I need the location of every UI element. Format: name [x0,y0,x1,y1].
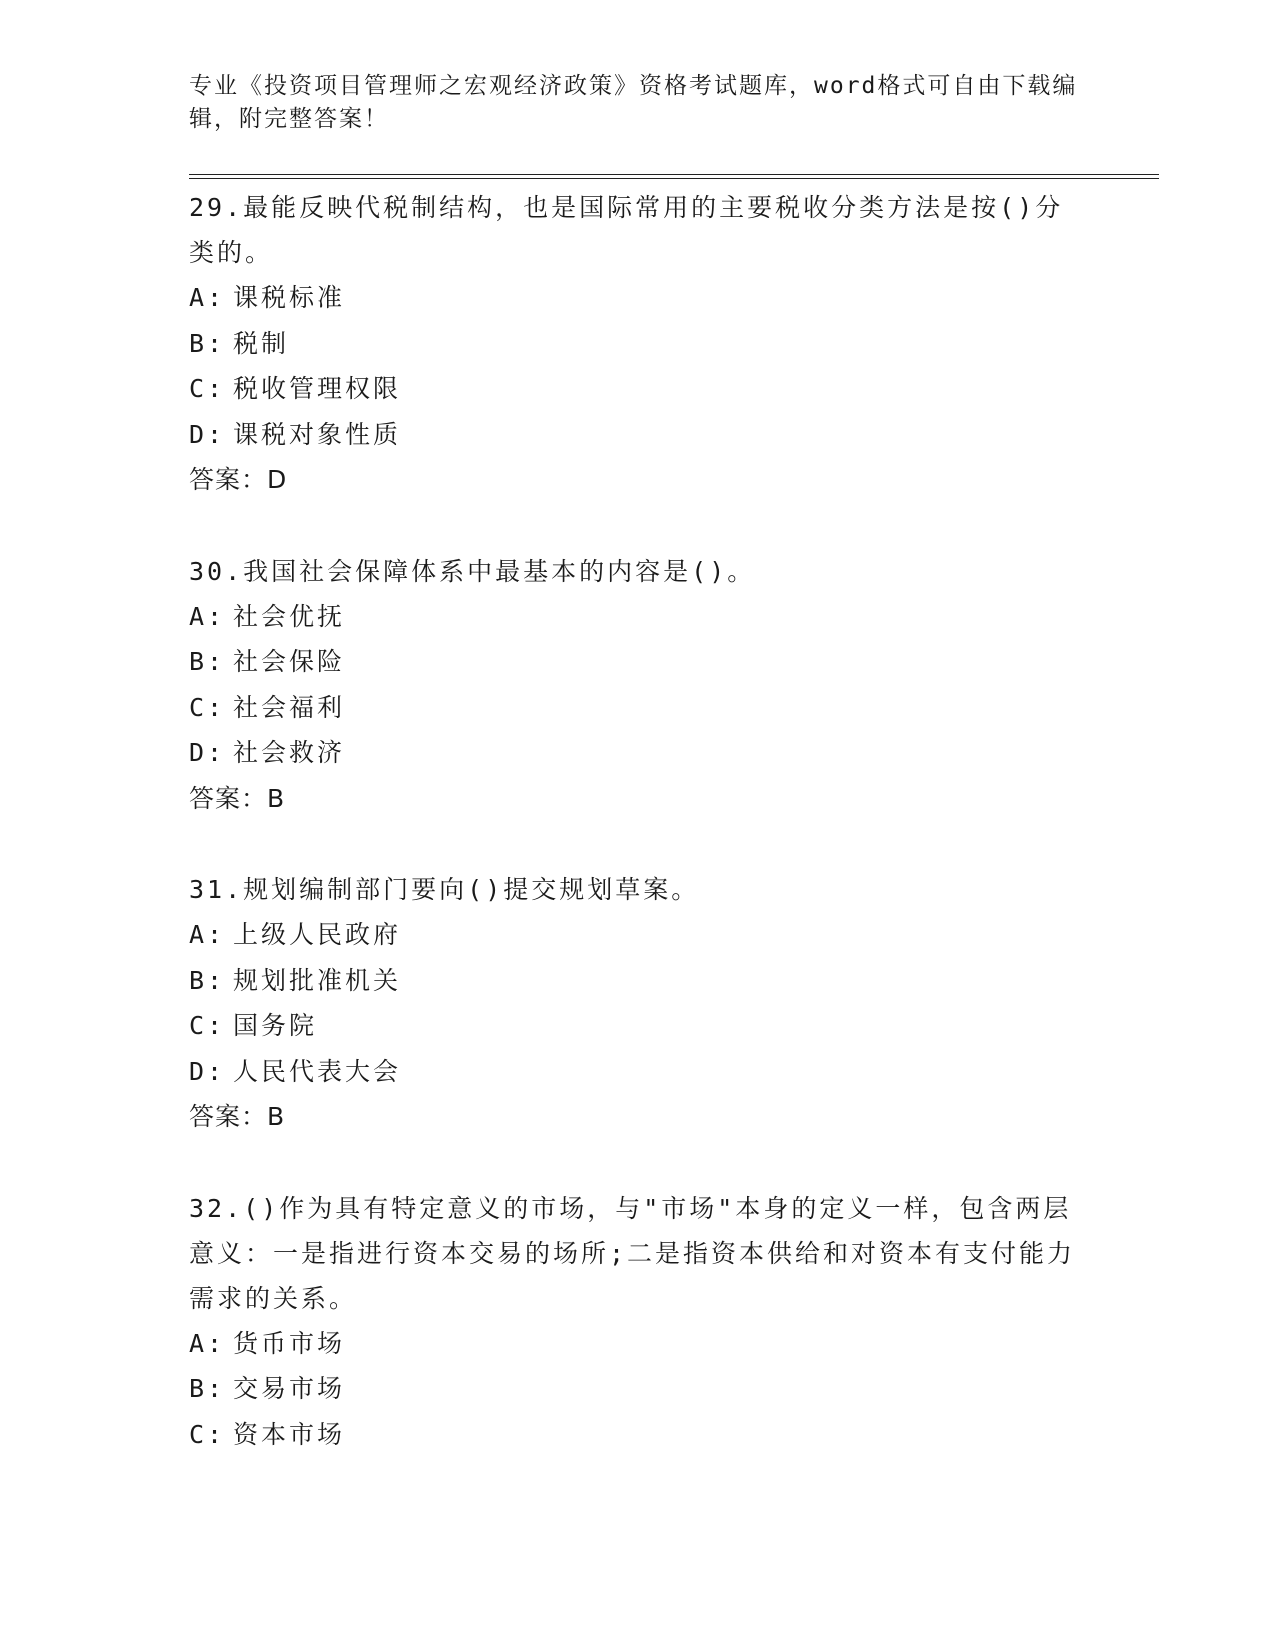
question-list [189,185,1159,1457]
option-a: A: 课税标准 [189,283,346,312]
question-stem: 31.规划编制部门要向()提交规划草案。 [189,875,700,904]
option-b: B: 税制 [189,328,290,358]
option-c: C: 税收管理权限 [189,374,402,403]
document-header: 专业《投资项目管理师之宏观经济政策》资格考试题库，word格式可自由下载编辑，附完整答案！ [189,73,1078,132]
question-29 [189,185,1159,503]
option-a: A: 上级人民政府 [189,920,402,949]
option-d: D: 人民代表大会 [189,1056,402,1086]
answer-line: 答案：B [189,1102,286,1131]
option-b: B: 社会保险 [189,647,346,676]
option-a: A: 货币市场 [189,1328,346,1358]
document-page [189,70,1159,1503]
answer-line: 答案：B [189,783,286,813]
question-stem: 30.我国社会保障体系中最基本的内容是()。 [189,556,756,586]
answer-line: 答案：D [189,465,288,494]
option-b: B: 交易市场 [189,1374,346,1403]
question-stem: 32.()作为具有特定意义的市场，与"市场"本身的定义一样，包含两层意义：一是指进行资本交易的场所;二是指资本供给和对资本有支付能力需求的关系。 [189,1193,1076,1313]
option-a: A: 社会优抚 [189,601,346,631]
option-b: B: 规划批准机关 [189,965,402,995]
option-d: D: 社会救济 [189,738,346,767]
option-c: C: 国务院 [189,1011,318,1040]
question-30 [189,549,1159,822]
option-c: C: 社会福利 [189,692,346,722]
option-d: D: 课税对象性质 [189,419,402,449]
question-stem: 29.最能反映代税制结构，也是国际常用的主要税收分类方法是按()分类的。 [189,193,1064,267]
question-32 [189,1186,1159,1458]
header-double-rule [189,174,1159,179]
question-31 [189,867,1159,1140]
option-c: C: 资本市场 [189,1419,346,1449]
